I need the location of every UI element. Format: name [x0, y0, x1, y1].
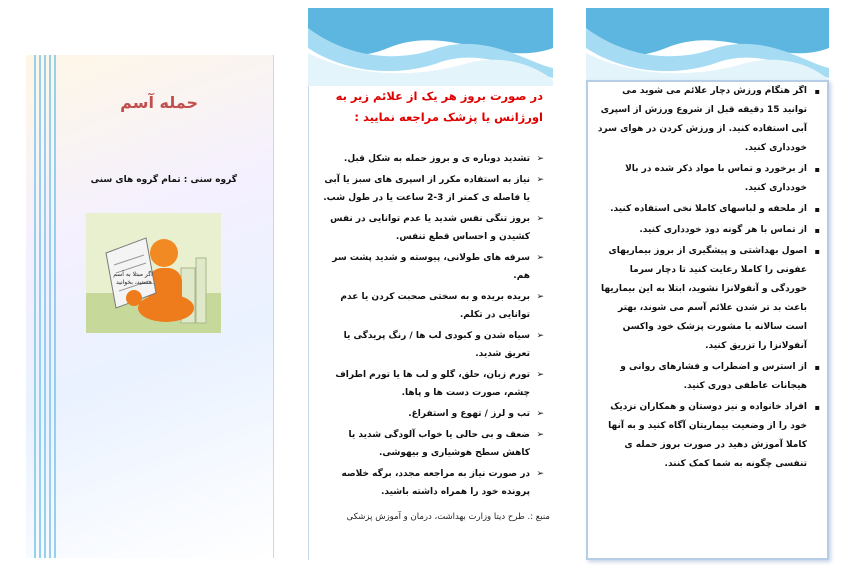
- arrow-marker-icon: ➢: [536, 214, 544, 224]
- square-bullet-icon: ▪: [814, 205, 820, 214]
- arrow-marker-icon: ➢: [536, 409, 544, 419]
- wave-header: [586, 8, 829, 90]
- illustration-text-2: هستید، بخوانید.: [116, 279, 154, 286]
- reader-illustration: [86, 213, 221, 333]
- square-bullet-icon: ▪: [814, 247, 820, 256]
- title-panel: [26, 55, 274, 558]
- square-bullet-icon: ▪: [814, 165, 820, 174]
- illustration-text-1: اگر مبتلا به آسم: [113, 271, 153, 278]
- arrow-marker-icon: ➢: [536, 175, 544, 185]
- arrow-marker-icon: ➢: [536, 430, 544, 440]
- list-item: ➢ نیاز به استفاده مکرر از اسپری های سبز یا آبی یا فاصله ی کمتر از 3-2 ساعت یا در طول شب.: [318, 171, 546, 207]
- decorative-stripes: [34, 55, 58, 558]
- arrow-marker-icon: ➢: [536, 253, 544, 263]
- wave-header: [308, 8, 553, 90]
- brochure-title: حمله آسم: [120, 93, 198, 112]
- square-bullet-icon: ▪: [814, 226, 820, 235]
- square-bullet-icon: ▪: [814, 87, 820, 96]
- list-item: ▪ از تماس با هر گونه دود خودداری کنید.: [596, 221, 821, 240]
- arrow-marker-icon: ➢: [536, 292, 544, 302]
- list-item: ➢ تب و لرز / تهوع و استفراغ.: [318, 405, 546, 423]
- list-item: ➢ بریده بریده و به سختی صحبت کردن یا عدم توانایی در تکلم.: [318, 288, 546, 324]
- square-bullet-icon: ▪: [814, 403, 820, 412]
- list-item: ➢ سیاه شدن و کبودی لب ها / رنگ پریدگی یا تعریق شدید.: [318, 327, 546, 363]
- list-item: ➢ تشدید دوباره ی و بروز حمله به شکل قبل.: [318, 150, 546, 168]
- arrow-marker-icon: ➢: [536, 469, 544, 479]
- list-item: ➢ بروز تنگی نفس شدید یا عدم توانایی در نفس کشیدن و احساس قطع تنفس.: [318, 210, 546, 246]
- list-item: ➢ ضعف و بی حالی یا خواب آلودگی شدید یا کاهش سطح هوشیاری و بیهوشی.: [318, 426, 546, 462]
- emergency-symptom-list: [318, 150, 546, 504]
- list-item: ▪ اصول بهداشتی و پیشگیری از بروز بیماریهای عفونی را کاملا رعایت کنید تا دچار سرما خوردگی و آنفولانزا نشوید، ابتلا به این بیماریها باعث بد تر شدن علائم آسم می شوند، بهتر است سالانه با مشورت پزشک خود واکسن آنفولانزا را تزریق کنید.: [596, 242, 821, 356]
- list-item: ▪ اگر هنگام ورزش دچار علائم می شوید می توانید 15 دقیقه قبل از شروع ورزش از اسپری آبی استفاده کنید. از ورزش کردن در هوای سرد خودداری کنید.: [596, 82, 821, 158]
- arrow-marker-icon: ➢: [536, 331, 544, 341]
- arrow-marker-icon: ➢: [536, 370, 544, 380]
- square-bullet-icon: ▪: [814, 363, 820, 372]
- arrow-marker-icon: ➢: [536, 154, 544, 164]
- source-note: منبع :. طرح دیتا وزارت بهداشت، درمان و آموزش پزشکی: [346, 512, 550, 522]
- list-item: ▪ افراد خانواده و نیز دوستان و همکاران نزدیک خود را از وضعیت بیماریتان آگاه کنید و به آنها کاملا آموزش دهید در صورت بروز حمله ی تنفسی چگونه به شما کمک کنند.: [596, 398, 821, 474]
- prevention-tips-list: [596, 82, 821, 476]
- list-item: ▪ از ملحفه و لباسهای کاملا نخی استفاده کنید.: [596, 200, 821, 219]
- list-item: ➢ تورم زبان، حلق، گلو و لب ها یا تورم اطراف چشم، صورت دست ها و پاها.: [318, 366, 546, 402]
- emergency-heading: در صورت بروز هر یک از علائم زیر به اورژانس یا پزشک مراجعه نمایید :: [335, 89, 543, 124]
- list-item: ➢ سرفه های طولانی، پیوسته و شدید پشت سر هم.: [318, 249, 546, 285]
- list-item: ➢ در صورت نیاز به مراجعه مجدد، برگه خلاصه پرونده خود را همراه داشته باشید.: [318, 465, 546, 501]
- age-group-label: گروه سنی : تمام گروه های سنی: [90, 175, 237, 185]
- list-item: ▪ از برخورد و تماس با مواد ذکر شده در بالا خودداری کنید.: [596, 160, 821, 198]
- list-item: ▪ از استرس و اضطراب و فشارهای روانی و هیجانات عاطفی دوری کنید.: [596, 358, 821, 396]
